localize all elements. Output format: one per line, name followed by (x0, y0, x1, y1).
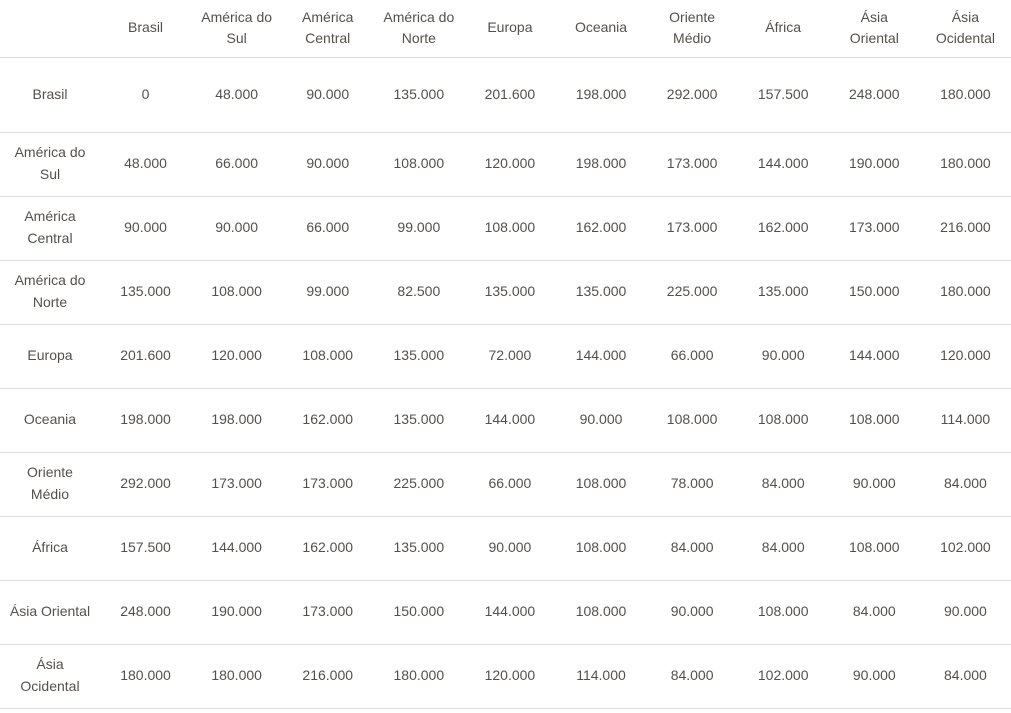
value-cell: 135.000 (373, 57, 464, 132)
value-cell: 173.000 (282, 580, 373, 644)
value-cell: 120.000 (920, 324, 1011, 388)
value-cell: 108.000 (829, 388, 920, 452)
value-cell: 157.500 (738, 57, 829, 132)
table-row-america-do-norte (0, 260, 1011, 324)
value-cell: 173.000 (282, 452, 373, 516)
column-header-america-do-sul: América do Sul (191, 0, 282, 57)
column-header-america-central: América Central (282, 0, 373, 57)
column-header-asia-ocidental: Ásia Ocidental (920, 0, 1011, 57)
value-cell: 135.000 (100, 260, 191, 324)
value-cell: 102.000 (920, 516, 1011, 580)
column-header-asia-oriental: Ásia Oriental (829, 0, 920, 57)
value-cell: 216.000 (282, 644, 373, 708)
value-cell: 82.500 (373, 260, 464, 324)
value-cell: 144.000 (555, 324, 646, 388)
value-cell: 292.000 (100, 452, 191, 516)
value-cell: 135.000 (373, 324, 464, 388)
value-cell: 198.000 (191, 388, 282, 452)
value-cell: 66.000 (282, 196, 373, 260)
row-label: América do Norte (0, 260, 100, 324)
value-cell: 198.000 (100, 388, 191, 452)
value-cell: 201.600 (464, 57, 555, 132)
value-cell: 198.000 (555, 132, 646, 196)
table-body (0, 57, 1011, 708)
value-cell: 173.000 (829, 196, 920, 260)
column-header-europa: Europa (464, 0, 555, 57)
value-cell: 190.000 (191, 580, 282, 644)
value-cell: 108.000 (464, 196, 555, 260)
row-label: Ásia Oriental (0, 580, 100, 644)
value-cell: 90.000 (100, 196, 191, 260)
value-cell: 90.000 (464, 516, 555, 580)
column-header-africa: África (738, 0, 829, 57)
value-cell: 114.000 (555, 644, 646, 708)
value-cell: 135.000 (464, 260, 555, 324)
value-cell: 72.000 (464, 324, 555, 388)
table-row-brasil (0, 57, 1011, 132)
value-cell: 180.000 (373, 644, 464, 708)
value-cell: 108.000 (829, 516, 920, 580)
value-cell: 162.000 (282, 388, 373, 452)
value-cell: 102.000 (738, 644, 829, 708)
value-cell: 114.000 (920, 388, 1011, 452)
value-cell: 198.000 (555, 57, 646, 132)
corner-cell (0, 0, 100, 57)
value-cell: 66.000 (647, 324, 738, 388)
value-cell: 144.000 (738, 132, 829, 196)
value-cell: 90.000 (920, 580, 1011, 644)
value-cell: 84.000 (647, 516, 738, 580)
value-cell: 48.000 (191, 57, 282, 132)
header-row (0, 0, 1011, 57)
table-row-asia-oriental (0, 580, 1011, 644)
value-cell: 90.000 (829, 452, 920, 516)
row-label: América Central (0, 196, 100, 260)
value-cell: 135.000 (373, 516, 464, 580)
column-header-brasil: Brasil (100, 0, 191, 57)
column-header-oceania: Oceania (555, 0, 646, 57)
value-cell: 201.600 (100, 324, 191, 388)
value-cell: 48.000 (100, 132, 191, 196)
value-cell: 108.000 (555, 580, 646, 644)
value-cell: 90.000 (829, 644, 920, 708)
table-row-america-do-sul (0, 132, 1011, 196)
value-cell: 162.000 (555, 196, 646, 260)
value-cell: 157.500 (100, 516, 191, 580)
value-cell: 120.000 (464, 644, 555, 708)
value-cell: 90.000 (647, 580, 738, 644)
value-cell: 180.000 (191, 644, 282, 708)
value-cell: 292.000 (647, 57, 738, 132)
table-row-europa (0, 324, 1011, 388)
value-cell: 66.000 (464, 452, 555, 516)
value-cell: 0 (100, 57, 191, 132)
value-cell: 135.000 (738, 260, 829, 324)
value-cell: 78.000 (647, 452, 738, 516)
value-cell: 144.000 (829, 324, 920, 388)
value-cell: 135.000 (373, 388, 464, 452)
value-cell: 84.000 (738, 516, 829, 580)
value-cell: 248.000 (829, 57, 920, 132)
value-cell: 180.000 (920, 57, 1011, 132)
value-cell: 90.000 (282, 132, 373, 196)
value-cell: 84.000 (647, 644, 738, 708)
value-cell: 90.000 (738, 324, 829, 388)
value-cell: 180.000 (920, 132, 1011, 196)
value-cell: 108.000 (647, 388, 738, 452)
value-cell: 108.000 (191, 260, 282, 324)
value-cell: 99.000 (373, 196, 464, 260)
table-row-oceania (0, 388, 1011, 452)
row-label: Europa (0, 324, 100, 388)
row-label: África (0, 516, 100, 580)
value-cell: 144.000 (191, 516, 282, 580)
column-header-america-do-norte: América do Norte (373, 0, 464, 57)
row-label: Ásia Ocidental (0, 644, 100, 708)
row-label: Oriente Médio (0, 452, 100, 516)
value-cell: 180.000 (100, 644, 191, 708)
table-header (0, 0, 1011, 57)
value-cell: 108.000 (555, 452, 646, 516)
value-cell: 84.000 (920, 452, 1011, 516)
value-cell: 90.000 (555, 388, 646, 452)
table-row-asia-ocidental (0, 644, 1011, 708)
row-label: Brasil (0, 57, 100, 132)
value-cell: 173.000 (647, 132, 738, 196)
value-cell: 108.000 (555, 516, 646, 580)
value-cell: 225.000 (373, 452, 464, 516)
value-cell: 248.000 (100, 580, 191, 644)
value-cell: 120.000 (191, 324, 282, 388)
column-header-oriente-medio: Oriente Médio (647, 0, 738, 57)
value-cell: 108.000 (282, 324, 373, 388)
value-cell: 108.000 (373, 132, 464, 196)
value-cell: 180.000 (920, 260, 1011, 324)
value-cell: 162.000 (282, 516, 373, 580)
value-cell: 173.000 (647, 196, 738, 260)
value-cell: 225.000 (647, 260, 738, 324)
value-cell: 216.000 (920, 196, 1011, 260)
value-cell: 84.000 (738, 452, 829, 516)
value-cell: 162.000 (738, 196, 829, 260)
value-cell: 90.000 (191, 196, 282, 260)
value-cell: 135.000 (555, 260, 646, 324)
value-cell: 99.000 (282, 260, 373, 324)
value-cell: 190.000 (829, 132, 920, 196)
value-cell: 84.000 (829, 580, 920, 644)
value-cell: 84.000 (920, 644, 1011, 708)
value-cell: 150.000 (373, 580, 464, 644)
value-cell: 173.000 (191, 452, 282, 516)
table-row-oriente-medio (0, 452, 1011, 516)
value-cell: 108.000 (738, 580, 829, 644)
value-cell: 150.000 (829, 260, 920, 324)
row-label: América do Sul (0, 132, 100, 196)
table-row-america-central (0, 196, 1011, 260)
value-cell: 144.000 (464, 388, 555, 452)
value-cell: 90.000 (282, 57, 373, 132)
value-cell: 108.000 (738, 388, 829, 452)
table-row-africa (0, 516, 1011, 580)
value-cell: 144.000 (464, 580, 555, 644)
row-label: Oceania (0, 388, 100, 452)
value-cell: 120.000 (464, 132, 555, 196)
value-cell: 66.000 (191, 132, 282, 196)
